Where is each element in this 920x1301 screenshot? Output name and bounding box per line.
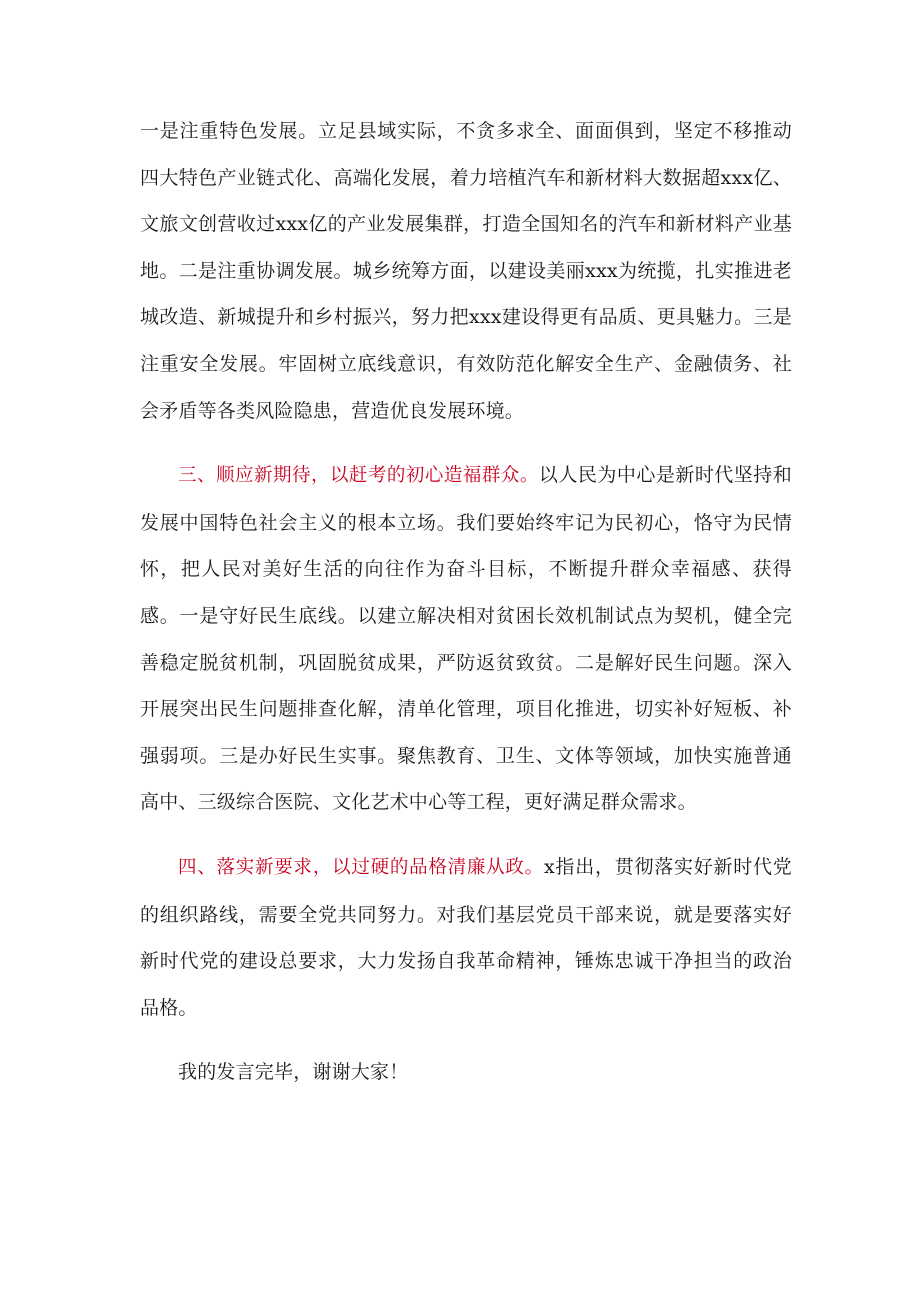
paragraph-section-four xyxy=(140,844,792,1031)
paragraph-text: 一是注重特色发展。立足县域实际，不贪多求全、面面俱到，坚定不移推动四大特色产业链式化、高端化发展，着力培植汽车和新材料大数据超xxx亿、文旅文创营收过xxx亿的产业发展集群，打造全国知名的汽车和新材料产业基地。二是注重协调发展。城乡统筹方面，以建设美丽xxx为统揽，扎实推进老城改造、新城提升和乡村振兴，努力把xxx建设得更有品质、更具魅力。三是注重安全发展。牢固树立底线意识，有效防范化解安全生产、金融债务、社会矛盾等各类风险隐患，营造优良发展环境。 xyxy=(140,120,792,422)
section-heading-three: 三、顺应新期待，以赶考的初心造福群众。 xyxy=(178,465,539,487)
paragraph-development xyxy=(140,108,792,434)
paragraph-text: 以人民为中心是新时代坚持和发展中国特色社会主义的根本立场。我们要始终牢记为民初心，恪守为民情怀，把人民对美好生活的向往作为奋斗目标，不断提升群众幸福感、获得感。一是守好民生底线。以建立解决相对贫困长效机制试点为契机，健全完善稳定脱贫机制，巩固脱贫成果，严防返贫致贫。二是解好民生问题。深入开展突出民生问题排查化解，清单化管理，项目化推进，切实补好短板、补强弱项。三是办好民生实事。聚焦教育、卫生、文体等领域，加快实施普通高中、三级综合医院、文化艺术中心等工程，更好满足群众需求。 xyxy=(140,464,792,814)
paragraph-section-three xyxy=(140,452,792,826)
document-body xyxy=(140,108,792,1096)
section-heading-four: 四、落实新要求，以过硬的品格清廉从政。 xyxy=(178,856,544,878)
paragraph-gap xyxy=(140,826,792,844)
paragraph-closing xyxy=(140,1049,792,1096)
paragraph-text: 我的发言完毕，谢谢大家！ xyxy=(178,1061,409,1084)
paragraph-text: x指出，贯彻落实好新时代党的组织路线，需要全党共同努力。对我们基层党员干部来说，就是要落实好新时代党的建设总要求，大力发扬自我革命精神，锤炼忠诚干净担当的政治品格。 xyxy=(140,855,792,1019)
paragraph-gap xyxy=(140,1031,792,1049)
paragraph-gap xyxy=(140,434,792,452)
